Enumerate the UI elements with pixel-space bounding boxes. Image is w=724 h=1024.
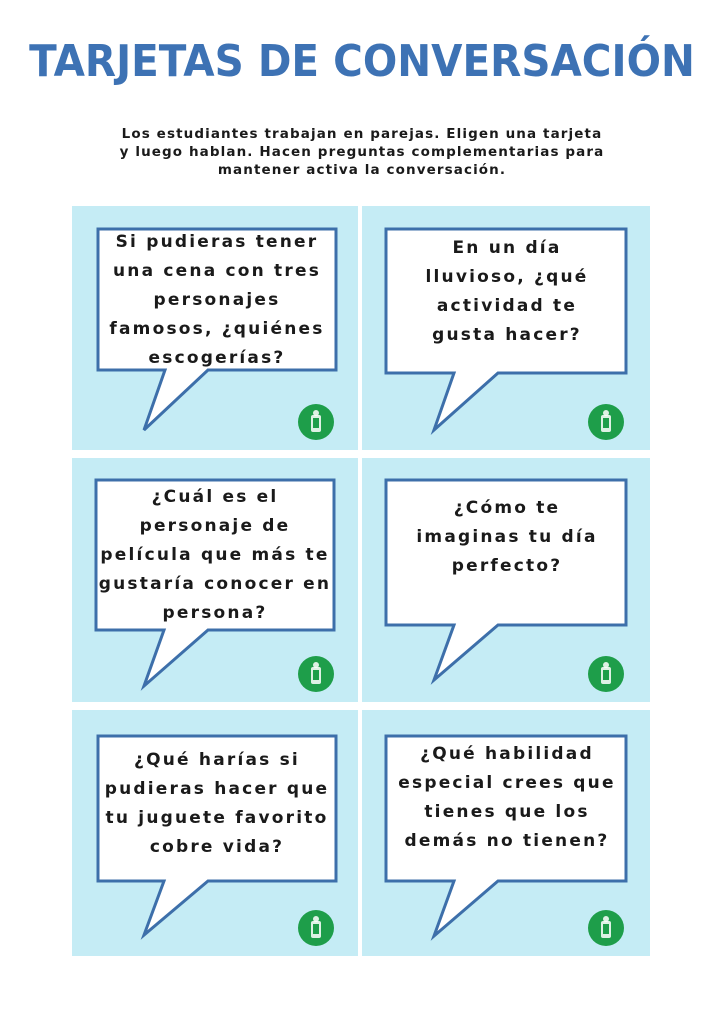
conversation-card[interactable]: [362, 458, 650, 702]
logo-icon: [588, 404, 624, 440]
card-question: ¿Cómo te imaginas tu día perfecto?: [416, 497, 598, 576]
page-title: TARJETAS DE CONVERSACIÓN: [29, 36, 695, 87]
logo-icon: [298, 656, 334, 692]
instructions-line: mantener activa la conversación.: [217, 162, 507, 178]
card-question: ¿Qué habilidad especial crees que tienes que los demás no tienen?: [398, 744, 616, 851]
instructions-line: Los estudiantes trabajan en parejas. Eligen una tarjeta: [121, 126, 603, 142]
instructions: [92, 125, 632, 179]
card-question: Si pudieras tener una cena con tres personajes famosos, ¿quiénes escogerías?: [109, 231, 325, 368]
card-grid: [72, 206, 650, 956]
card-question: ¿Qué harías si pudieras hacer que tu juguete favorito cobre vida?: [104, 750, 330, 857]
card-question: En un día lluvioso, ¿qué actividad te gusta hacer?: [425, 238, 589, 345]
conversation-card[interactable]: [72, 206, 358, 450]
conversation-card[interactable]: [72, 458, 358, 702]
logo-icon: [298, 404, 334, 440]
instructions-line: y luego hablan. Hacen preguntas complementarias para: [119, 144, 605, 160]
conversation-card[interactable]: [362, 710, 650, 956]
conversation-card[interactable]: [72, 710, 358, 956]
logo-icon: [298, 910, 334, 946]
conversation-card[interactable]: [362, 206, 650, 450]
logo-icon: [588, 910, 624, 946]
card-question: ¿Cuál es el personaje de película que más te gustaría conocer en persona?: [98, 486, 332, 623]
logo-icon: [588, 656, 624, 692]
